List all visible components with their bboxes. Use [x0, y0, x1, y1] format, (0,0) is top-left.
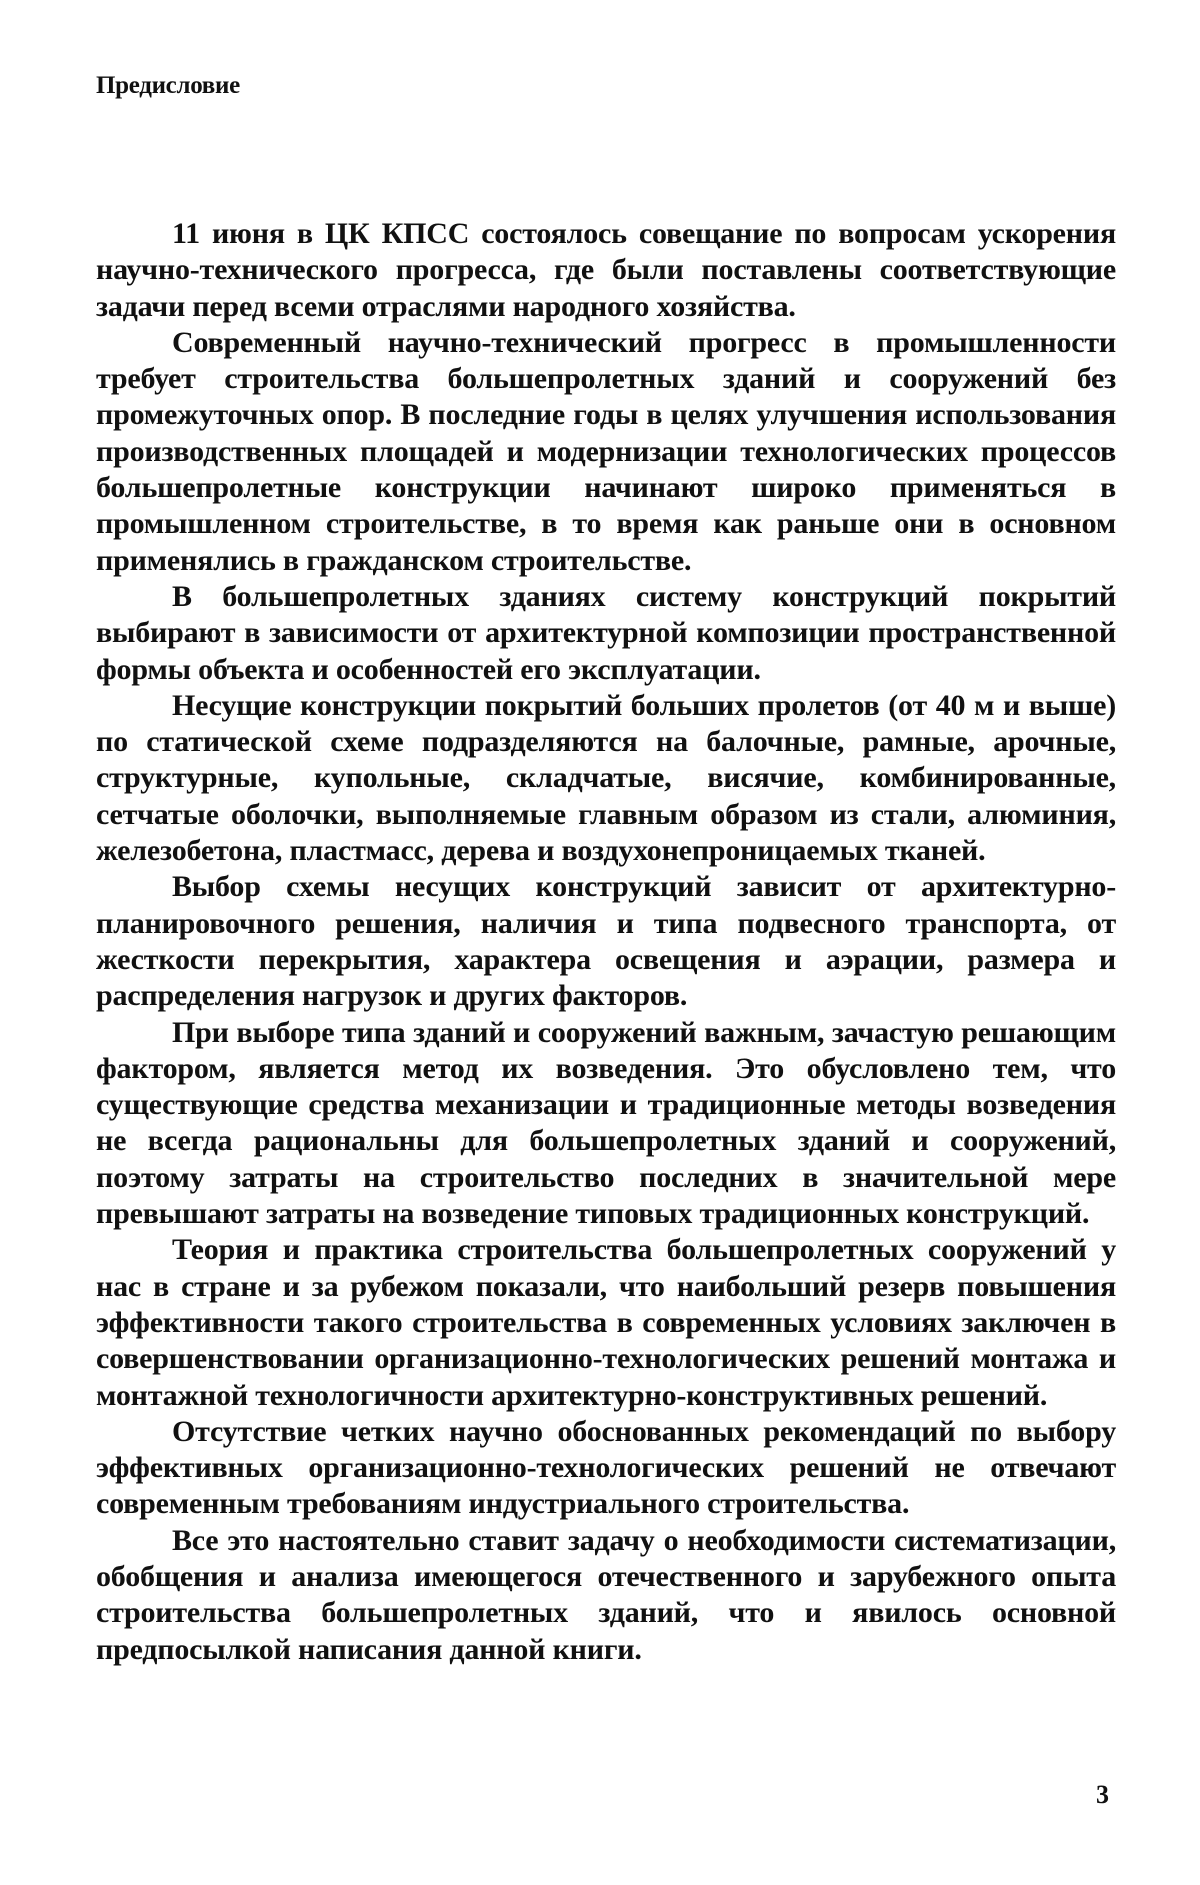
paragraph: Выбор схемы несущих конструкций зависит от архитектурно-планировочного решения, наличия и типа подвесного транспорта, от жесткости перекрытия, характера освещения и аэрации, размера и распределения нагрузок и других факторов.: [96, 870, 1116, 1013]
paragraph: Несущие конструкции покрытий больших пролетов (от 40 м и выше) по статической схеме подразделяются на балочные, рамные, арочные, структурные, купольные, складчатые, висячие, комбинированные, сетчатые оболочки, выполняемые главным образом из стали, алюминия, железобетона, пластмасс, дерева и воздухонепроницаемых тканей.: [96, 688, 1116, 868]
paragraph: В большепролетных зданиях систему конструкций покрытий выбирают в зависимости от архитектурной композиции пространственной формы объекта и особенностей его эксплуатации.: [96, 579, 1116, 686]
paragraph: Теория и практика строительства большепролетных сооружений у нас в стране и за рубежом показали, что наибольший резерв повышения эффективности такого строительства в современных условиях заключен в совершенствовании организационно-технологических решений монтажа и монтажной технологичности архитектурно-конструктивных решений.: [96, 1233, 1116, 1412]
paragraph: Все это настоятельно ставит задачу о необходимости систематизации, обобщения и анализа имеющегося отечественного и зарубежного опыта строительства большепролетных зданий, что и явилось основной предпосылкой написания данной книги.: [96, 1523, 1116, 1666]
page-number: 3: [1096, 1780, 1109, 1809]
paragraph: 11 июня в ЦК КПСС состоялось совещание по вопросам ускорения научно-технического прогресса, где были поставлены соответствующие задачи перед всеми отраслями народного хозяйства.: [96, 217, 1116, 323]
paragraph: Отсутствие четких научно обоснованных рекомендаций по выбору эффективных организационно-технологических решений не отвечают современным требованиям индустриального строительства.: [96, 1414, 1116, 1521]
page-heading: Предисловие: [96, 72, 240, 99]
paragraph: При выборе типа зданий и сооружений важным, зачастую решающим фактором, является метод их возведения. Это обусловлено тем, что существующие средства механизации и традиционные методы возведения не всегда рациональны для большепролетных зданий и сооружений, поэтому затраты на строительство последних в значительной мере превышают затраты на возведение типовых традиционных конструкций.: [96, 1015, 1116, 1231]
body-text: [96, 216, 1116, 1668]
paragraph: Современный научно-технический прогресс в промышленности требует строительства большепролетных зданий и сооружений без промежуточных опор. В последние годы в целях улучшения использования производственных площадей и модернизации технологических процессов большепролетные конструкции начинают широко применяться в промышленном строительстве, в то время как раньше они в основном применялись в гражданском строительстве.: [96, 325, 1116, 577]
